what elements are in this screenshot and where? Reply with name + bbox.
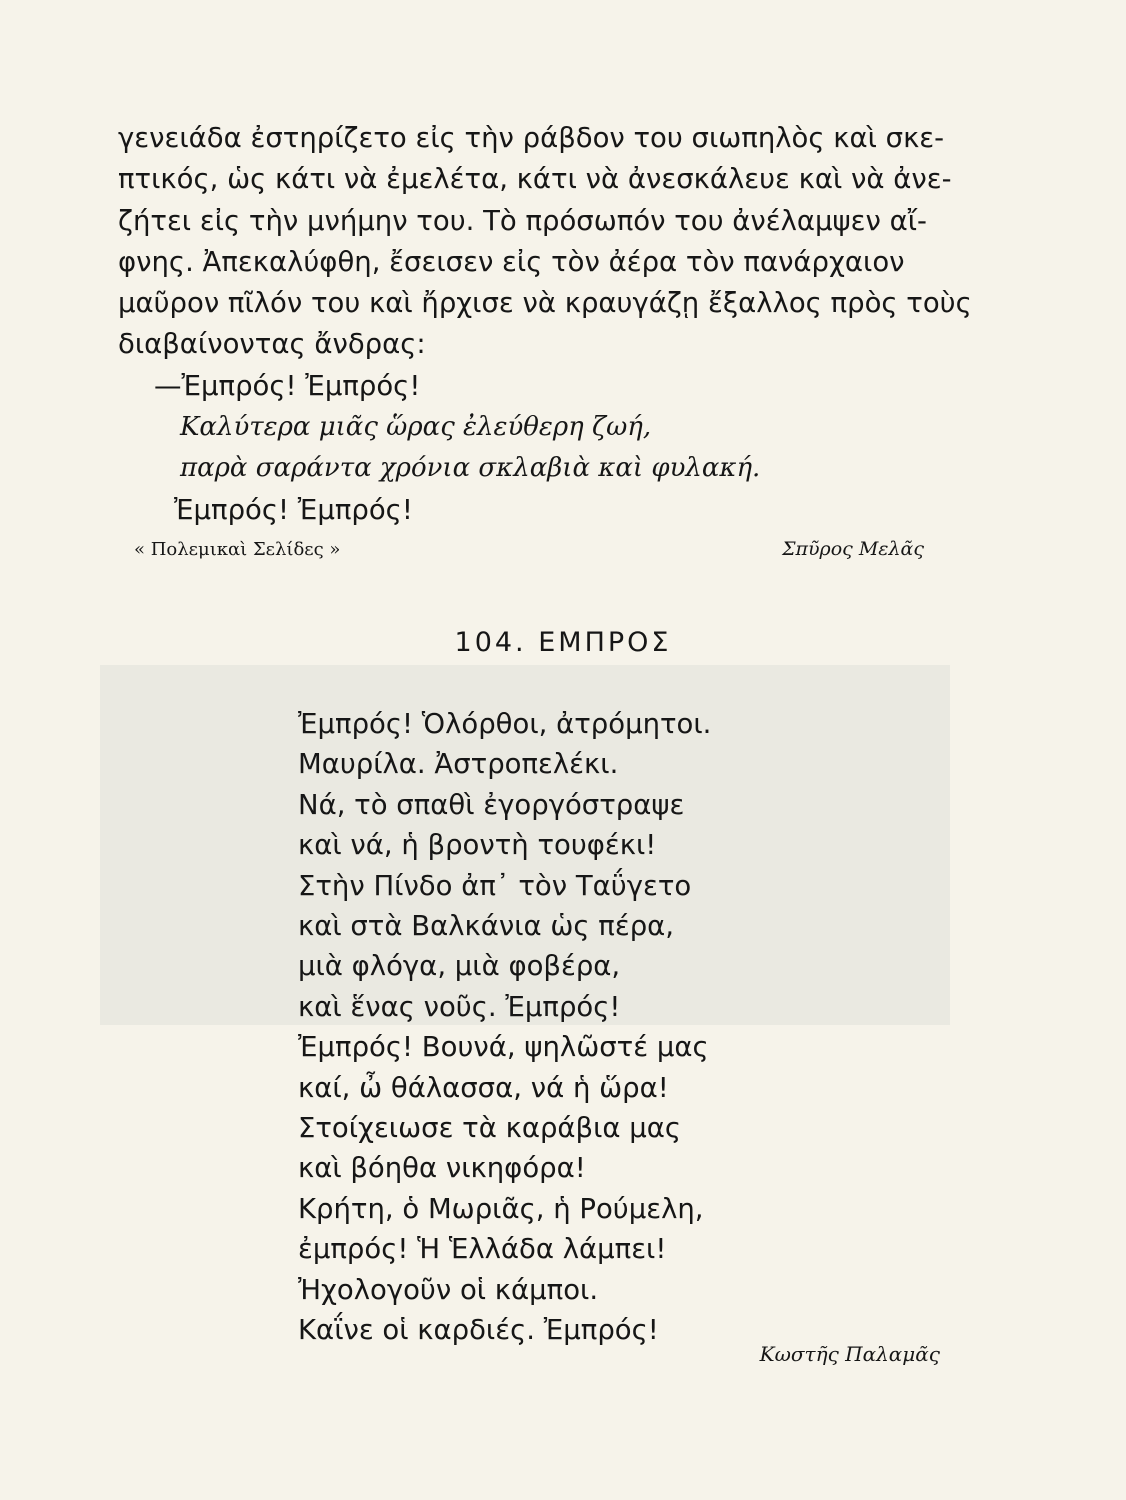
poem-line: Κρήτη, ὁ Μωριᾶς, ἡ Ρούμελη, [298, 1192, 704, 1225]
source-title: « Πολεμικαὶ Σελίδες » [134, 539, 341, 560]
poem-line: καὶ ἕνας νοῦς. Ἐμπρός! [298, 990, 621, 1023]
poem-body [298, 704, 711, 1351]
poem-line: Μαυρίλα. Ἀστροπελέκι. [298, 748, 619, 781]
prose-line: ζήτει εἰς τὴν μνήμην του. Τὸ πρόσωπόν του ἀνέλαμψεν αἴ- [118, 204, 927, 237]
quoted-verse-line: Καλύτερα μιᾶς ὥρας ἐλεύθερη ζωή, [180, 412, 652, 443]
poem-line: Ἠχολογοῦν οἱ κάμποι. [298, 1273, 599, 1306]
poem-line: μιὰ φλόγα, μιὰ φοβέρα, [298, 950, 621, 983]
poem-line: Καΐνε οἱ καρδιές. Ἐμπρός! [298, 1314, 659, 1347]
prose-line: πτικός, ὡς κάτι νὰ ἐμελέτα, κάτι νὰ ἀνεσκάλευε καὶ νὰ ἀνε- [118, 163, 952, 196]
dialogue-line: —Ἐμπρός! Ἐμπρός! [154, 369, 421, 402]
source-author: Σπῦρος Μελᾶς [782, 538, 924, 560]
quoted-verse-line: παρὰ σαράντα χρόνια σκλαβιὰ καὶ φυλακή. [180, 453, 761, 484]
dialogue-line: Ἐμπρός! Ἐμπρός! [174, 493, 413, 526]
poem-line: Ἐμπρός! Βουνά, ψηλῶστέ μας [298, 1031, 709, 1064]
poem-line: Νά, τὸ σπαθὶ ἐγοργόστραψε [298, 788, 685, 821]
poem-line: ἐμπρός! Ἡ Ἑλλάδα λάμπει! [298, 1233, 667, 1266]
prose-line: διαβαίνοντας ἄνδρας: [118, 328, 426, 361]
poem-line: καὶ βόηθα νικηφόρα! [298, 1152, 586, 1185]
prose-line: μαῦρον πῖλόν του καὶ ἤρχισε νὰ κραυγάζῃ ἔξαλλος πρὸς τοὺς [118, 287, 972, 320]
poem-line: καί, ὦ θάλασσα, νά ἡ ὥρα! [298, 1071, 669, 1104]
poem-heading: 104. ΕΜΠΡΟΣ [454, 627, 672, 658]
poem-line: καὶ νά, ἡ βροντὴ τουφέκι! [298, 829, 657, 862]
prose-passage [118, 118, 972, 531]
poem-line: καὶ στὰ Βαλκάνια ὡς πέρα, [298, 910, 675, 943]
prose-line: φνης. Ἀπεκαλύφθη, ἔσεισεν εἰς τὸν ἀέρα τὸν πανάρχαιον [118, 245, 905, 278]
poem-line: Στὴν Πίνδο ἀπ᾽ τὸν Ταΰγετο [298, 869, 692, 902]
poem-author: Κωστῆς Παλαμᾶς [759, 1342, 940, 1366]
prose-line: γενειάδα ἐστηρίζετο εἰς τὴν ράβδον του σιωπηλὸς καὶ σκε- [118, 122, 945, 154]
poem-line: Ἐμπρός! Ὁλόρθοι, ἀτρόμητοι. [298, 708, 712, 740]
source-attribution [134, 538, 924, 560]
poem-line: Στοίχειωσε τὰ καράβια μας [298, 1112, 682, 1145]
